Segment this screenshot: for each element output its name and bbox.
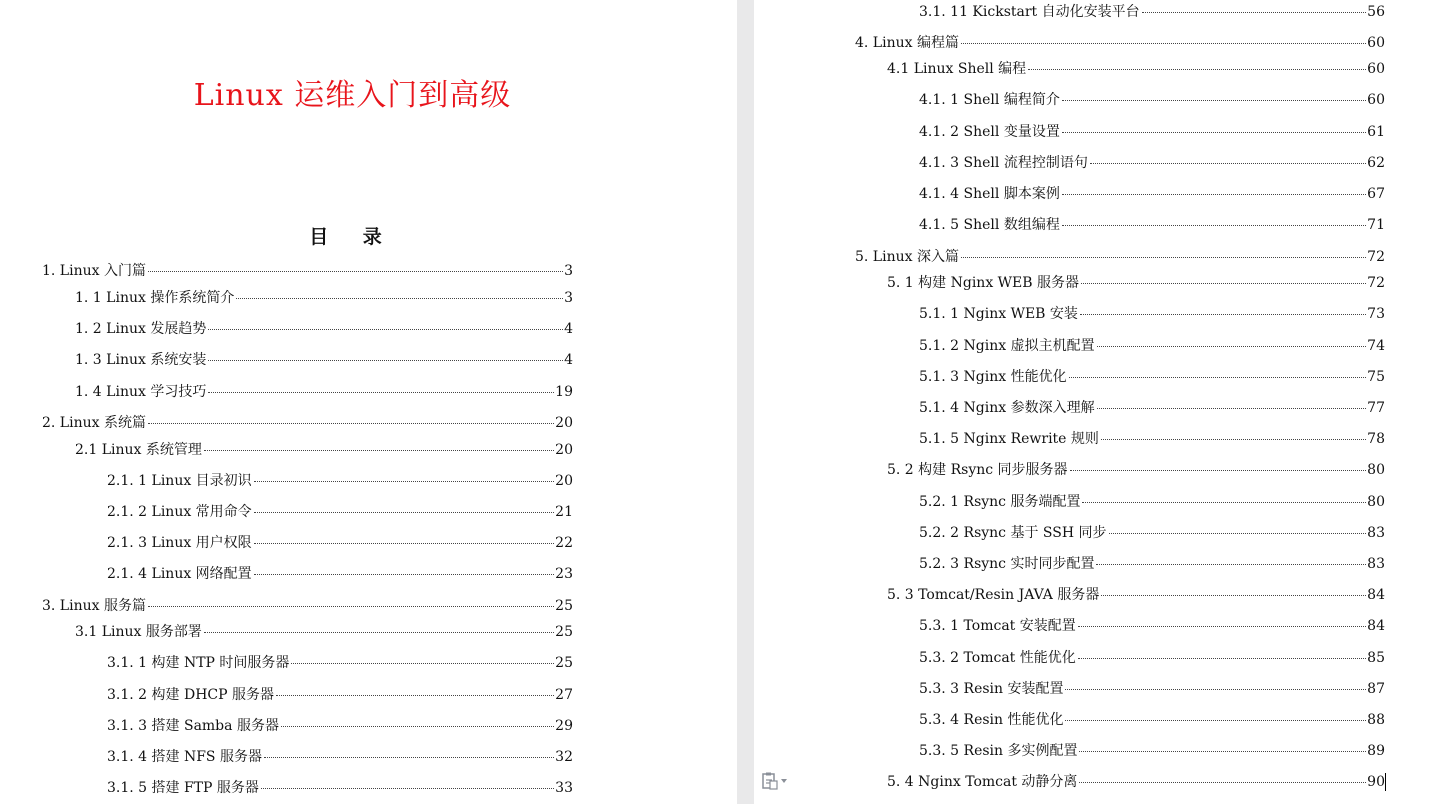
toc-entry[interactable]	[919, 3, 1385, 21]
toc-entry-page-number: 80	[1367, 462, 1385, 478]
toc-entry-title: 2.1. 3 Linux 用户权限	[107, 535, 252, 551]
toc-dot-leader	[281, 726, 554, 727]
toc-entry-page-number: 73	[1367, 306, 1385, 322]
toc-dot-leader	[208, 392, 554, 393]
toc-entry-title: 3.1. 1 构建 NTP 时间服务器	[107, 655, 290, 671]
toc-entry[interactable]	[919, 154, 1385, 172]
toc-entry-page-number: 4	[564, 352, 573, 368]
toc-entry-title: 4.1. 5 Shell 数组编程	[919, 217, 1060, 233]
toc-entry[interactable]	[919, 555, 1385, 573]
toc-entry[interactable]	[42, 262, 573, 280]
toc-entry[interactable]	[919, 399, 1385, 417]
toc-dot-leader	[264, 757, 554, 758]
toc-entry-page-number: 84	[1367, 618, 1385, 634]
toc-dot-leader	[1097, 408, 1367, 409]
text-cursor	[1385, 773, 1386, 791]
toc-entry-page-number: 3	[564, 290, 573, 306]
toc-entry-page-number: 83	[1367, 556, 1385, 572]
toc-entry[interactable]	[919, 617, 1385, 635]
toc-entry-page-number: 84	[1367, 587, 1385, 603]
toc-entry-title: 5.2. 3 Rsync 实时同步配置	[919, 556, 1095, 572]
toc-heading: 目 录	[309, 226, 396, 248]
toc-dot-leader	[961, 257, 1366, 258]
toc-dot-leader	[1065, 689, 1366, 690]
toc-entry-title: 4.1. 2 Shell 变量设置	[919, 124, 1060, 140]
toc-entry[interactable]	[75, 289, 573, 307]
toc-dot-leader	[208, 329, 563, 330]
toc-entry-title: 5.3. 4 Resin 性能优化	[919, 712, 1064, 728]
toc-entry[interactable]	[919, 493, 1385, 511]
toc-entry-title: 4.1. 3 Shell 流程控制语句	[919, 155, 1088, 171]
chevron-down-icon[interactable]	[780, 778, 788, 784]
toc-entry[interactable]	[919, 123, 1385, 141]
page-gutter	[737, 0, 754, 804]
toc-entry-page-number: 72	[1367, 275, 1385, 291]
toc-dot-leader	[261, 788, 554, 789]
toc-entry[interactable]	[919, 91, 1385, 109]
toc-entry-page-number: 25	[555, 655, 573, 671]
toc-entry-title: 1. 4 Linux 学习技巧	[75, 384, 207, 400]
toc-entry-title: 5. 3 Tomcat/Resin JAVA 服务器	[887, 587, 1100, 603]
toc-entry-page-number: 29	[555, 718, 573, 734]
toc-dot-leader	[254, 543, 554, 544]
toc-entry[interactable]	[107, 748, 573, 766]
toc-dot-leader	[1090, 163, 1366, 164]
toc-entry-page-number: 20	[555, 473, 573, 489]
toc-entry[interactable]	[75, 320, 573, 338]
toc-entry-title: 3.1. 11 Kickstart 自动化安装平台	[919, 4, 1140, 20]
toc-entry-title: 3. Linux 服务篇	[42, 598, 146, 614]
toc-entry[interactable]	[919, 649, 1385, 667]
toc-entry-page-number: 3	[564, 263, 573, 279]
toc-dot-leader	[291, 663, 554, 664]
toc-entry[interactable]	[107, 503, 573, 521]
toc-dot-leader	[254, 574, 554, 575]
toc-entry-title: 5. 2 构建 Rsync 同步服务器	[887, 462, 1068, 478]
toc-entry-page-number: 33	[555, 780, 573, 796]
toc-entry[interactable]	[919, 430, 1385, 448]
toc-entry-page-number: 80	[1367, 494, 1385, 510]
toc-entry-title: 3.1. 3 搭建 Samba 服务器	[107, 718, 279, 734]
toc-entry-title: 2.1. 1 Linux 目录初识	[107, 473, 252, 489]
toc-entry[interactable]	[75, 623, 573, 641]
document-title: Linux 运维入门到高级	[193, 78, 512, 113]
toc-entry-title: 5.2. 2 Rsync 基于 SSH 同步	[919, 525, 1107, 541]
toc-dot-leader	[1096, 564, 1366, 565]
toc-entry-page-number: 27	[555, 687, 573, 703]
toc-entry-title: 5.2. 1 Rsync 服务端配置	[919, 494, 1081, 510]
toc-entry-title: 5.1. 3 Nginx 性能优化	[919, 369, 1067, 385]
toc-dot-leader	[1028, 69, 1366, 70]
toc-entry[interactable]	[887, 773, 1385, 791]
document-page-right	[754, 0, 1438, 804]
toc-entry[interactable]	[42, 597, 573, 615]
toc-entry-page-number: 87	[1367, 681, 1385, 697]
toc-entry[interactable]	[919, 185, 1385, 203]
toc-entry[interactable]	[887, 274, 1385, 292]
toc-dot-leader	[254, 481, 554, 482]
toc-dot-leader	[254, 512, 554, 513]
toc-dot-leader	[148, 606, 554, 607]
toc-entry-page-number: 67	[1367, 186, 1385, 202]
toc-entry-title: 3.1. 5 搭建 FTP 服务器	[107, 780, 259, 796]
toc-entry[interactable]	[919, 524, 1385, 542]
toc-entry-page-number: 19	[555, 384, 573, 400]
toc-entry-page-number: 25	[555, 598, 573, 614]
toc-entry-page-number: 60	[1367, 35, 1385, 51]
toc-entry[interactable]	[919, 337, 1385, 355]
toc-entry[interactable]	[107, 717, 573, 735]
toc-entry-title: 2. Linux 系统篇	[42, 415, 146, 431]
toc-entry-title: 3.1. 4 搭建 NFS 服务器	[107, 749, 262, 765]
toc-dot-leader	[1080, 314, 1366, 315]
toc-entry-page-number: 72	[1367, 249, 1385, 265]
toc-dot-leader	[204, 450, 554, 451]
toc-dot-leader	[148, 271, 563, 272]
toc-entry[interactable]	[919, 216, 1385, 234]
toc-entry-page-number: 61	[1367, 124, 1385, 140]
toc-entry-title: 3.1. 2 构建 DHCP 服务器	[107, 687, 274, 703]
toc-entry-title: 1. 3 Linux 系统安装	[75, 352, 207, 368]
toc-entry-title: 5. 1 构建 Nginx WEB 服务器	[887, 275, 1080, 291]
toc-entry-page-number: 60	[1367, 61, 1385, 77]
toc-entry-page-number: 60	[1367, 92, 1385, 108]
toc-entry-title: 5.3. 3 Resin 安装配置	[919, 681, 1064, 697]
toc-entry[interactable]	[919, 742, 1385, 760]
toc-entry-title: 5. 4 Nginx Tomcat 动静分离	[887, 774, 1078, 790]
toc-dot-leader	[1097, 346, 1367, 347]
toc-entry[interactable]	[919, 368, 1385, 386]
toc-entry-page-number: 75	[1367, 369, 1385, 385]
toc-entry-page-number: 20	[555, 442, 573, 458]
toc-entry[interactable]	[75, 383, 573, 401]
toc-dot-leader	[276, 695, 554, 696]
toc-entry-title: 5.3. 2 Tomcat 性能优化	[919, 650, 1076, 666]
toc-dot-leader	[1070, 470, 1367, 471]
toc-dot-leader	[1069, 377, 1367, 378]
toc-dot-leader	[1079, 782, 1366, 783]
toc-entry-title: 2.1 Linux 系统管理	[75, 442, 202, 458]
toc-entry-title: 4.1 Linux Shell 编程	[887, 61, 1027, 77]
toc-entry[interactable]	[107, 534, 573, 552]
toc-dot-leader	[1078, 626, 1366, 627]
toc-entry[interactable]	[107, 654, 573, 672]
toc-dot-leader	[1101, 439, 1366, 440]
toc-entry[interactable]	[107, 779, 573, 797]
toc-dot-leader	[1062, 225, 1366, 226]
toc-dot-leader	[1081, 283, 1366, 284]
toc-entry[interactable]	[75, 441, 573, 459]
toc-dot-leader	[1142, 12, 1367, 13]
toc-dot-leader	[208, 360, 563, 361]
toc-entry-title: 4.1. 1 Shell 编程简介	[919, 92, 1060, 108]
toc-entry-page-number: 25	[555, 624, 573, 640]
toc-entry-title: 5.3. 5 Resin 多实例配置	[919, 743, 1078, 759]
toc-entry-page-number: 89	[1367, 743, 1385, 759]
toc-dot-leader	[236, 298, 563, 299]
toc-dot-leader	[1078, 658, 1366, 659]
toc-entry-title: 4. Linux 编程篇	[855, 35, 959, 51]
toc-dot-leader	[1109, 533, 1367, 534]
toc-entry-title: 5.1. 1 Nginx WEB 安装	[919, 306, 1078, 322]
toc-entry[interactable]	[75, 351, 573, 369]
toc-entry-page-number: 74	[1367, 338, 1385, 354]
toc-entry-page-number: 20	[555, 415, 573, 431]
toc-entry[interactable]	[887, 60, 1385, 78]
toc-entry-page-number: 32	[555, 749, 573, 765]
toc-entry[interactable]	[855, 248, 1385, 266]
toc-entry-page-number: 90	[1367, 774, 1385, 790]
toc-dot-leader	[1082, 502, 1366, 503]
toc-entry-page-number: 21	[555, 504, 573, 520]
toc-entry-title: 1. 2 Linux 发展趋势	[75, 321, 207, 337]
toc-entry[interactable]	[107, 686, 573, 704]
toc-entry-title: 5. Linux 深入篇	[855, 249, 959, 265]
toc-entry[interactable]	[887, 461, 1385, 479]
toc-entry-title: 5.3. 1 Tomcat 安装配置	[919, 618, 1076, 634]
toc-entry-title: 5.1. 2 Nginx 虚拟主机配置	[919, 338, 1095, 354]
toc-entry-page-number: 88	[1367, 712, 1385, 728]
toc-entry-page-number: 4	[564, 321, 573, 337]
toc-dot-leader	[1079, 751, 1366, 752]
toc-entry-page-number: 83	[1367, 525, 1385, 541]
toc-entry[interactable]	[919, 680, 1385, 698]
toc-entry-page-number: 62	[1367, 155, 1385, 171]
toc-dot-leader	[1101, 595, 1366, 596]
toc-entry-page-number: 85	[1367, 650, 1385, 666]
paste-options-icon[interactable]	[762, 771, 792, 791]
toc-entry-title: 3.1 Linux 服务部署	[75, 624, 202, 640]
toc-entry-title: 2.1. 4 Linux 网络配置	[107, 566, 252, 582]
toc-entry[interactable]	[855, 34, 1385, 52]
toc-dot-leader	[961, 43, 1366, 44]
toc-dot-leader	[204, 632, 554, 633]
toc-entry[interactable]	[107, 565, 573, 583]
toc-entry-page-number: 22	[555, 535, 573, 551]
toc-entry[interactable]	[919, 305, 1385, 323]
toc-entry-title: 5.1. 4 Nginx 参数深入理解	[919, 400, 1095, 416]
toc-dot-leader	[1062, 132, 1366, 133]
toc-entry-page-number: 78	[1367, 431, 1385, 447]
toc-entry-title: 4.1. 4 Shell 脚本案例	[919, 186, 1060, 202]
toc-dot-leader	[148, 423, 554, 424]
toc-entry[interactable]	[919, 711, 1385, 729]
toc-entry-title: 1. Linux 入门篇	[42, 263, 146, 279]
toc-dot-leader	[1062, 100, 1366, 101]
toc-entry-page-number: 23	[555, 566, 573, 582]
toc-entry-page-number: 71	[1367, 217, 1385, 233]
toc-entry-page-number: 77	[1367, 400, 1385, 416]
toc-dot-leader	[1062, 194, 1366, 195]
toc-entry[interactable]	[107, 472, 573, 490]
toc-entry[interactable]	[887, 586, 1385, 604]
toc-entry-title: 5.1. 5 Nginx Rewrite 规则	[919, 431, 1099, 447]
toc-entry[interactable]	[42, 414, 573, 432]
toc-entry-title: 2.1. 2 Linux 常用命令	[107, 504, 252, 520]
toc-entry-title: 1. 1 Linux 操作系统简介	[75, 290, 235, 306]
toc-entry-page-number: 56	[1367, 4, 1385, 20]
toc-dot-leader	[1065, 720, 1366, 721]
